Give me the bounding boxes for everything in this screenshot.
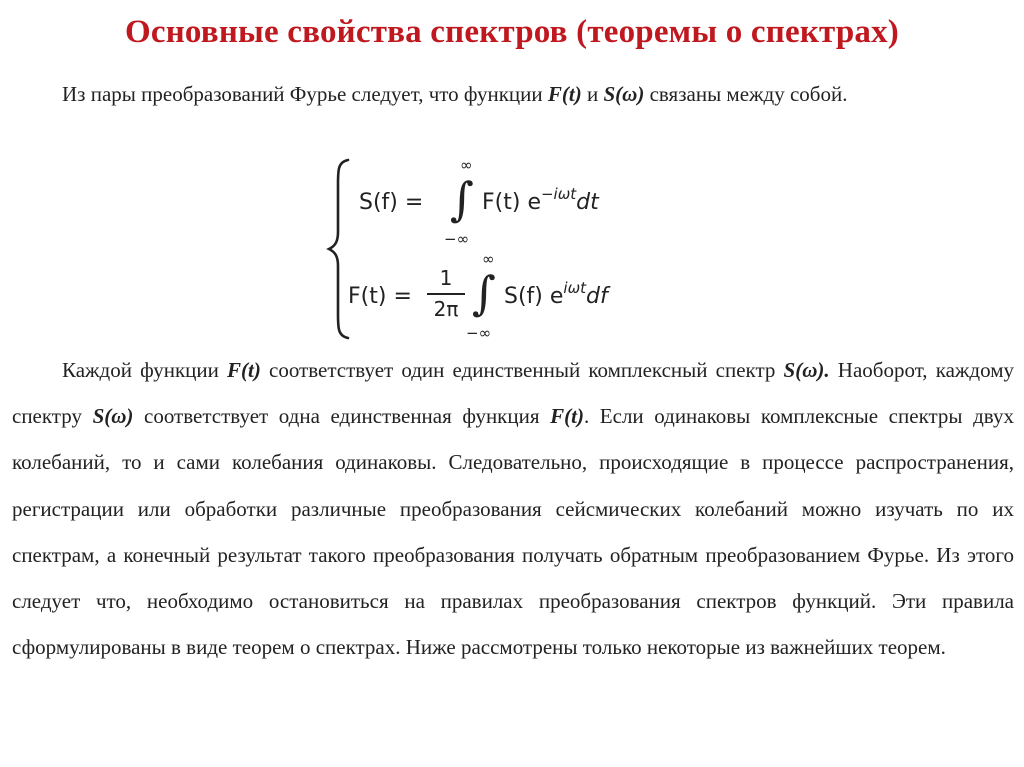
- eq2-integrand: [504, 279, 608, 309]
- intro-f-t: F(t): [547, 82, 582, 106]
- body-text-1: Каждой функции: [62, 358, 228, 382]
- eq1-upper-limit: ∞: [460, 156, 473, 174]
- eq2-frac-numerator: 1: [439, 266, 453, 290]
- eq2-integrand-text: S(f) e: [504, 284, 564, 309]
- eq2-lhs: F(t) =: [348, 284, 412, 309]
- body-f-t-2: F(t): [550, 404, 584, 429]
- body-s-w-2: S(ω): [92, 404, 134, 429]
- intro-paragraph: [12, 74, 1014, 114]
- body-text-4: соответствует одна единственная функция: [133, 404, 551, 429]
- eq1-lower-limit: −∞: [444, 230, 470, 248]
- eq1-diff: dt: [576, 190, 599, 215]
- body-text-5: . Если одинаковы комплексные спектры двух колебаний, то и сами колебания одинаковы. Следовательно, происходящие в процессе распространения, регистрации или обработки различные преобразования сейсмических колебаний можно изучать по их спектрам, а конечный результат такого преобразования получать обратным преобразованием Фурье. Из этого следует что, необходимо остановиться на правилах преобразования спектров функций. Эти правила сформулированы в виде теорем о спектрах. Ниже рассмотрены только некоторые из важнейших теорем.: [12, 404, 1015, 660]
- intro-text-1: Из пары преобразований Фурье следует, что функции: [62, 82, 548, 106]
- fourier-formula-system: [326, 156, 666, 342]
- left-brace: [326, 156, 354, 342]
- eq2-upper-limit: ∞: [482, 250, 495, 268]
- intro-text-2: и: [581, 82, 604, 106]
- eq2-fraction: [427, 266, 465, 326]
- eq2-frac-denominator: 2π: [433, 297, 459, 321]
- body-s-w-1: S(ω).: [783, 358, 830, 382]
- eq1-integrand-text: F(t) e: [482, 190, 541, 215]
- intro-s-w: S(ω): [603, 82, 645, 106]
- fraction-bar: [427, 293, 465, 295]
- body-f-t-1: F(t): [227, 358, 261, 382]
- eq2-exponent: iωt: [563, 279, 587, 297]
- integral-sign-1: ∫: [450, 172, 474, 226]
- body-paragraph: [12, 347, 1014, 670]
- eq1-lhs: S(f) =: [359, 190, 424, 215]
- body-text-3: Наоборот, каждому спектру: [12, 358, 1014, 429]
- integral-sign-2: ∫: [472, 266, 496, 320]
- forward-fourier-equation: [359, 190, 423, 215]
- body-text-2: соответствует один единственный комплексный спектр: [260, 358, 784, 382]
- eq2-diff: df: [586, 284, 608, 309]
- inverse-fourier-equation: [348, 284, 412, 309]
- intro-text-3: связаны между собой.: [644, 82, 848, 106]
- page-title: Основные свойства спектров (теоремы о спектрах): [125, 14, 899, 50]
- eq2-lower-limit: −∞: [466, 324, 492, 342]
- eq1-integrand: [482, 185, 599, 215]
- eq1-exponent: −iωt: [540, 185, 577, 203]
